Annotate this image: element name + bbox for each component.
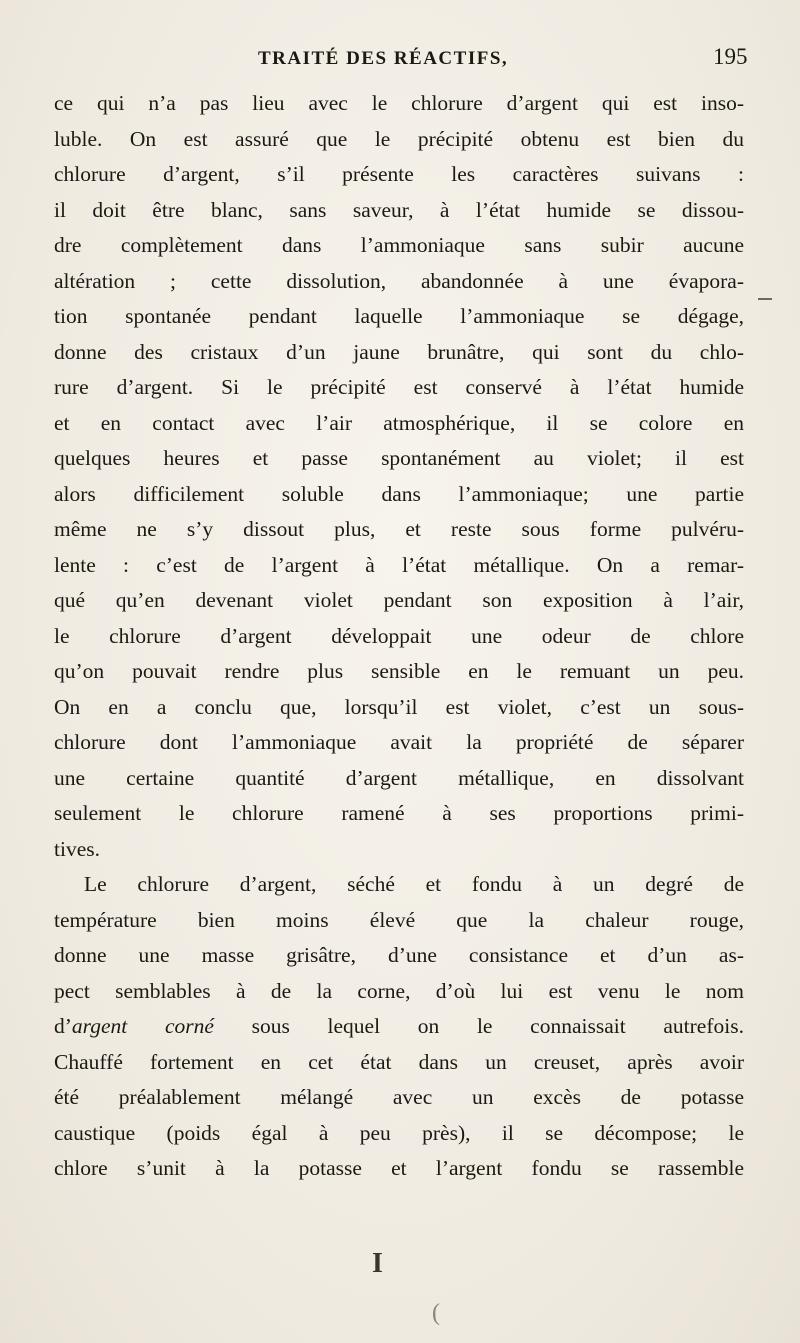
text-line: donne des cristaux d’un jaune brunâtre, qui sont du chlo- xyxy=(54,339,744,364)
text-line: altération ; cette dissolution, abandonnée à une évapora- xyxy=(54,268,744,293)
stray-mark: I xyxy=(372,1248,383,1279)
page-number: 195 xyxy=(713,44,748,69)
text-line: luble. On est assuré que le précipité obtenu est bien du xyxy=(54,126,744,151)
text-line: d’argent corné sous lequel on le connaissait autrefois. xyxy=(54,1014,744,1038)
text-line: donne une masse grisâtre, d’une consistance et d’un as- xyxy=(54,943,744,967)
text-line: qu’on pouvait rendre plus sensible en le remuant un peu. xyxy=(54,659,744,683)
text-line: et en contact avec l’air atmosphérique, il se colore en xyxy=(54,410,744,435)
text-line: lente : c’est de l’argent à l’état métallique. On a remar- xyxy=(54,552,744,577)
text-line: On en a conclu que, lorsqu’il est violet, c’est un sous- xyxy=(54,694,744,719)
text-line: rure d’argent. Si le précipité est conservé à l’état humide xyxy=(54,375,744,399)
running-head: TRAITÉ DES RÉACTIFS, xyxy=(258,48,509,69)
text-line: dre complètement dans l’ammoniaque sans subir aucune xyxy=(54,233,744,257)
text-line: caustique (poids égal à peu près), il se décompose; le xyxy=(54,1120,744,1145)
text-line: tion spontanée pendant laquelle l’ammoniaque se dégage, xyxy=(54,304,744,328)
text-line: une certaine quantité d’argent métallique, en dissolvant xyxy=(54,765,744,790)
stray-mark: ( xyxy=(432,1300,440,1326)
italic-term: argent corné xyxy=(71,1014,214,1038)
text-line: alors difficilement soluble dans l’ammoniaque; une partie xyxy=(54,481,744,506)
text-line: chlore s’unit à la potasse et l’argent fondu se rassemble xyxy=(54,1156,744,1180)
text-line: le chlorure d’argent développait une odeur de chlore xyxy=(54,623,744,648)
text-line: il doit être blanc, sans saveur, à l’état humide se dissou- xyxy=(54,197,744,222)
margin-mark xyxy=(758,298,772,300)
text-line: qué qu’en devenant violet pendant son exposition à l’air, xyxy=(54,588,744,612)
text-line: tives. xyxy=(54,836,100,861)
body-text xyxy=(54,86,744,1187)
text-line: été préalablement mélangé avec un excès de potasse xyxy=(54,1085,744,1109)
text-line: quelques heures et passe spontanément au violet; il est xyxy=(54,446,744,470)
text-line: température bien moins élevé que la chaleur rouge, xyxy=(54,907,744,932)
text-line: Le chlorure d’argent, séché et fondu à un degré de xyxy=(84,872,744,896)
text-line: même ne s’y dissout plus, et reste sous forme pulvéru- xyxy=(54,517,744,541)
text-line: chlorure dont l’ammoniaque avait la propriété de séparer xyxy=(54,730,744,754)
text-line: seulement le chlorure ramené à ses proportions primi- xyxy=(54,801,744,825)
text-line: Chauffé fortement en cet état dans un creuset, après avoir xyxy=(54,1049,744,1074)
text-line: chlorure d’argent, s’il présente les caractères suivans : xyxy=(54,162,744,186)
text-line: pect semblables à de la corne, d’où lui est venu le nom xyxy=(54,978,744,1003)
text-line: ce qui n’a pas lieu avec le chlorure d’argent qui est inso- xyxy=(54,91,744,115)
